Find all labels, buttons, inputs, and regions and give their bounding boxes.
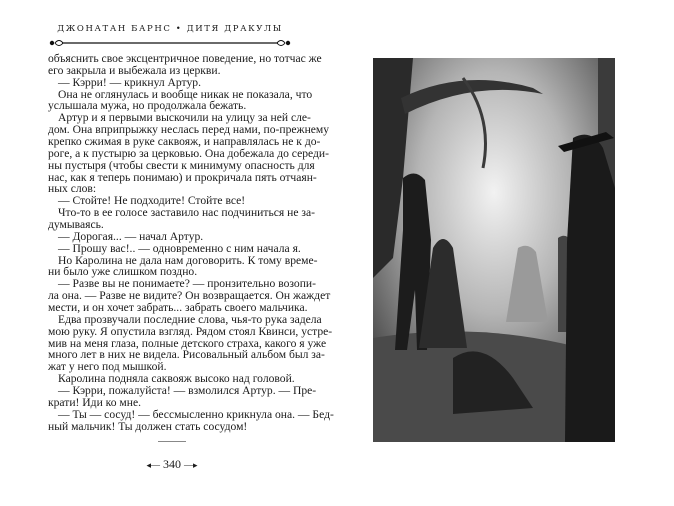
text-line: думываясь.: [48, 218, 104, 232]
text-line: — Разве вы не понимаете? — пронзительно возопи-: [58, 277, 316, 291]
illustration: [373, 58, 615, 442]
text-line: ны пустыря (чтобы свести к минимуму опасность для: [48, 158, 315, 172]
text-line: ных слов:: [48, 182, 97, 196]
text-line: жат у него под мышкой.: [48, 360, 167, 374]
page-number-footer: [140, 457, 204, 472]
text-line: Что-то в ее голосе заставило нас подчиниться не за-: [58, 206, 315, 220]
text-line: Она не оглянулась и вообще никак не показала, что: [58, 87, 313, 101]
text-line: — Кэрри! — крикнул Артур.: [58, 75, 201, 89]
left-ornament-icon: ◂—: [146, 460, 160, 470]
text-line: Артур и я первыми выскочили на улицу за ней сле-: [58, 111, 311, 125]
text-line: роге, а к пустырю за церковью. Она добежала до середи-: [48, 146, 329, 160]
text-line: крепко сжимая в руке саквояж, и направлялась не к до-: [48, 135, 321, 149]
text-line: — Дорогая... — начал Артур.: [58, 229, 204, 243]
text-line: мою руку. Я опустила взгляд. Рядом стоял Квинси, устре-: [48, 324, 333, 338]
text-line: объяснить свое эксцентричное поведение, но тотчас же: [48, 52, 322, 65]
text-line: — Прошу вас!.. — одновременно с ним начала я.: [58, 241, 301, 255]
text-line: ный мальчик! Ты должен стать сосудом!: [48, 419, 248, 433]
ornamental-rule: [48, 37, 292, 49]
text-line: — Ты — сосуд! — бессмысленно крикнула она. — Бед-: [58, 407, 334, 421]
text-line: ла она. — Разве не видите? Он возвращается. Он жаждет: [48, 289, 331, 303]
text-line: дом. Она вприпрыжку неслась перед нами, по-прежнему: [48, 123, 330, 137]
text-line: его закрыла и выбежала из церкви.: [48, 63, 221, 77]
text-line: Но Каролина не дала нам договорить. К тому време-: [58, 253, 318, 267]
text-line: ни было уже слишком поздно.: [48, 265, 198, 279]
text-line: — Кэрри, пожалуйста! — взмолился Артур. — Пре-: [58, 384, 317, 398]
text-line: услышала мужа, но продолжала бежать.: [48, 99, 247, 113]
text-line: мив на меня глаза, полные детского страха, какого я уже: [48, 336, 327, 350]
text-line: много лет в них не видела. Рисовальный альбом был за-: [48, 348, 325, 362]
right-ornament-icon: —▸: [184, 460, 198, 470]
text-line: крати! Иди ко мне.: [48, 395, 142, 409]
end-rule: [158, 441, 186, 442]
text-line: Каролина подняла саквояж высоко над головой.: [58, 372, 295, 386]
running-title: ДЖОНАТАН БАРНС • ДИТЯ ДРАКУЛЫ: [57, 24, 283, 34]
text-line: Едва прозвучали последние слова, чья-то рука задела: [58, 312, 322, 326]
text-line: нас, как я теперь понимаю) и прокричала пять отчаян-: [48, 170, 317, 184]
text-line: мести, и он хочет забрать... забрать своего мальчика.: [48, 301, 308, 315]
text-line: — Стойте! Не подходите! Стойте все!: [58, 194, 246, 208]
page-number: 340: [163, 457, 181, 471]
body-text: [48, 52, 334, 433]
